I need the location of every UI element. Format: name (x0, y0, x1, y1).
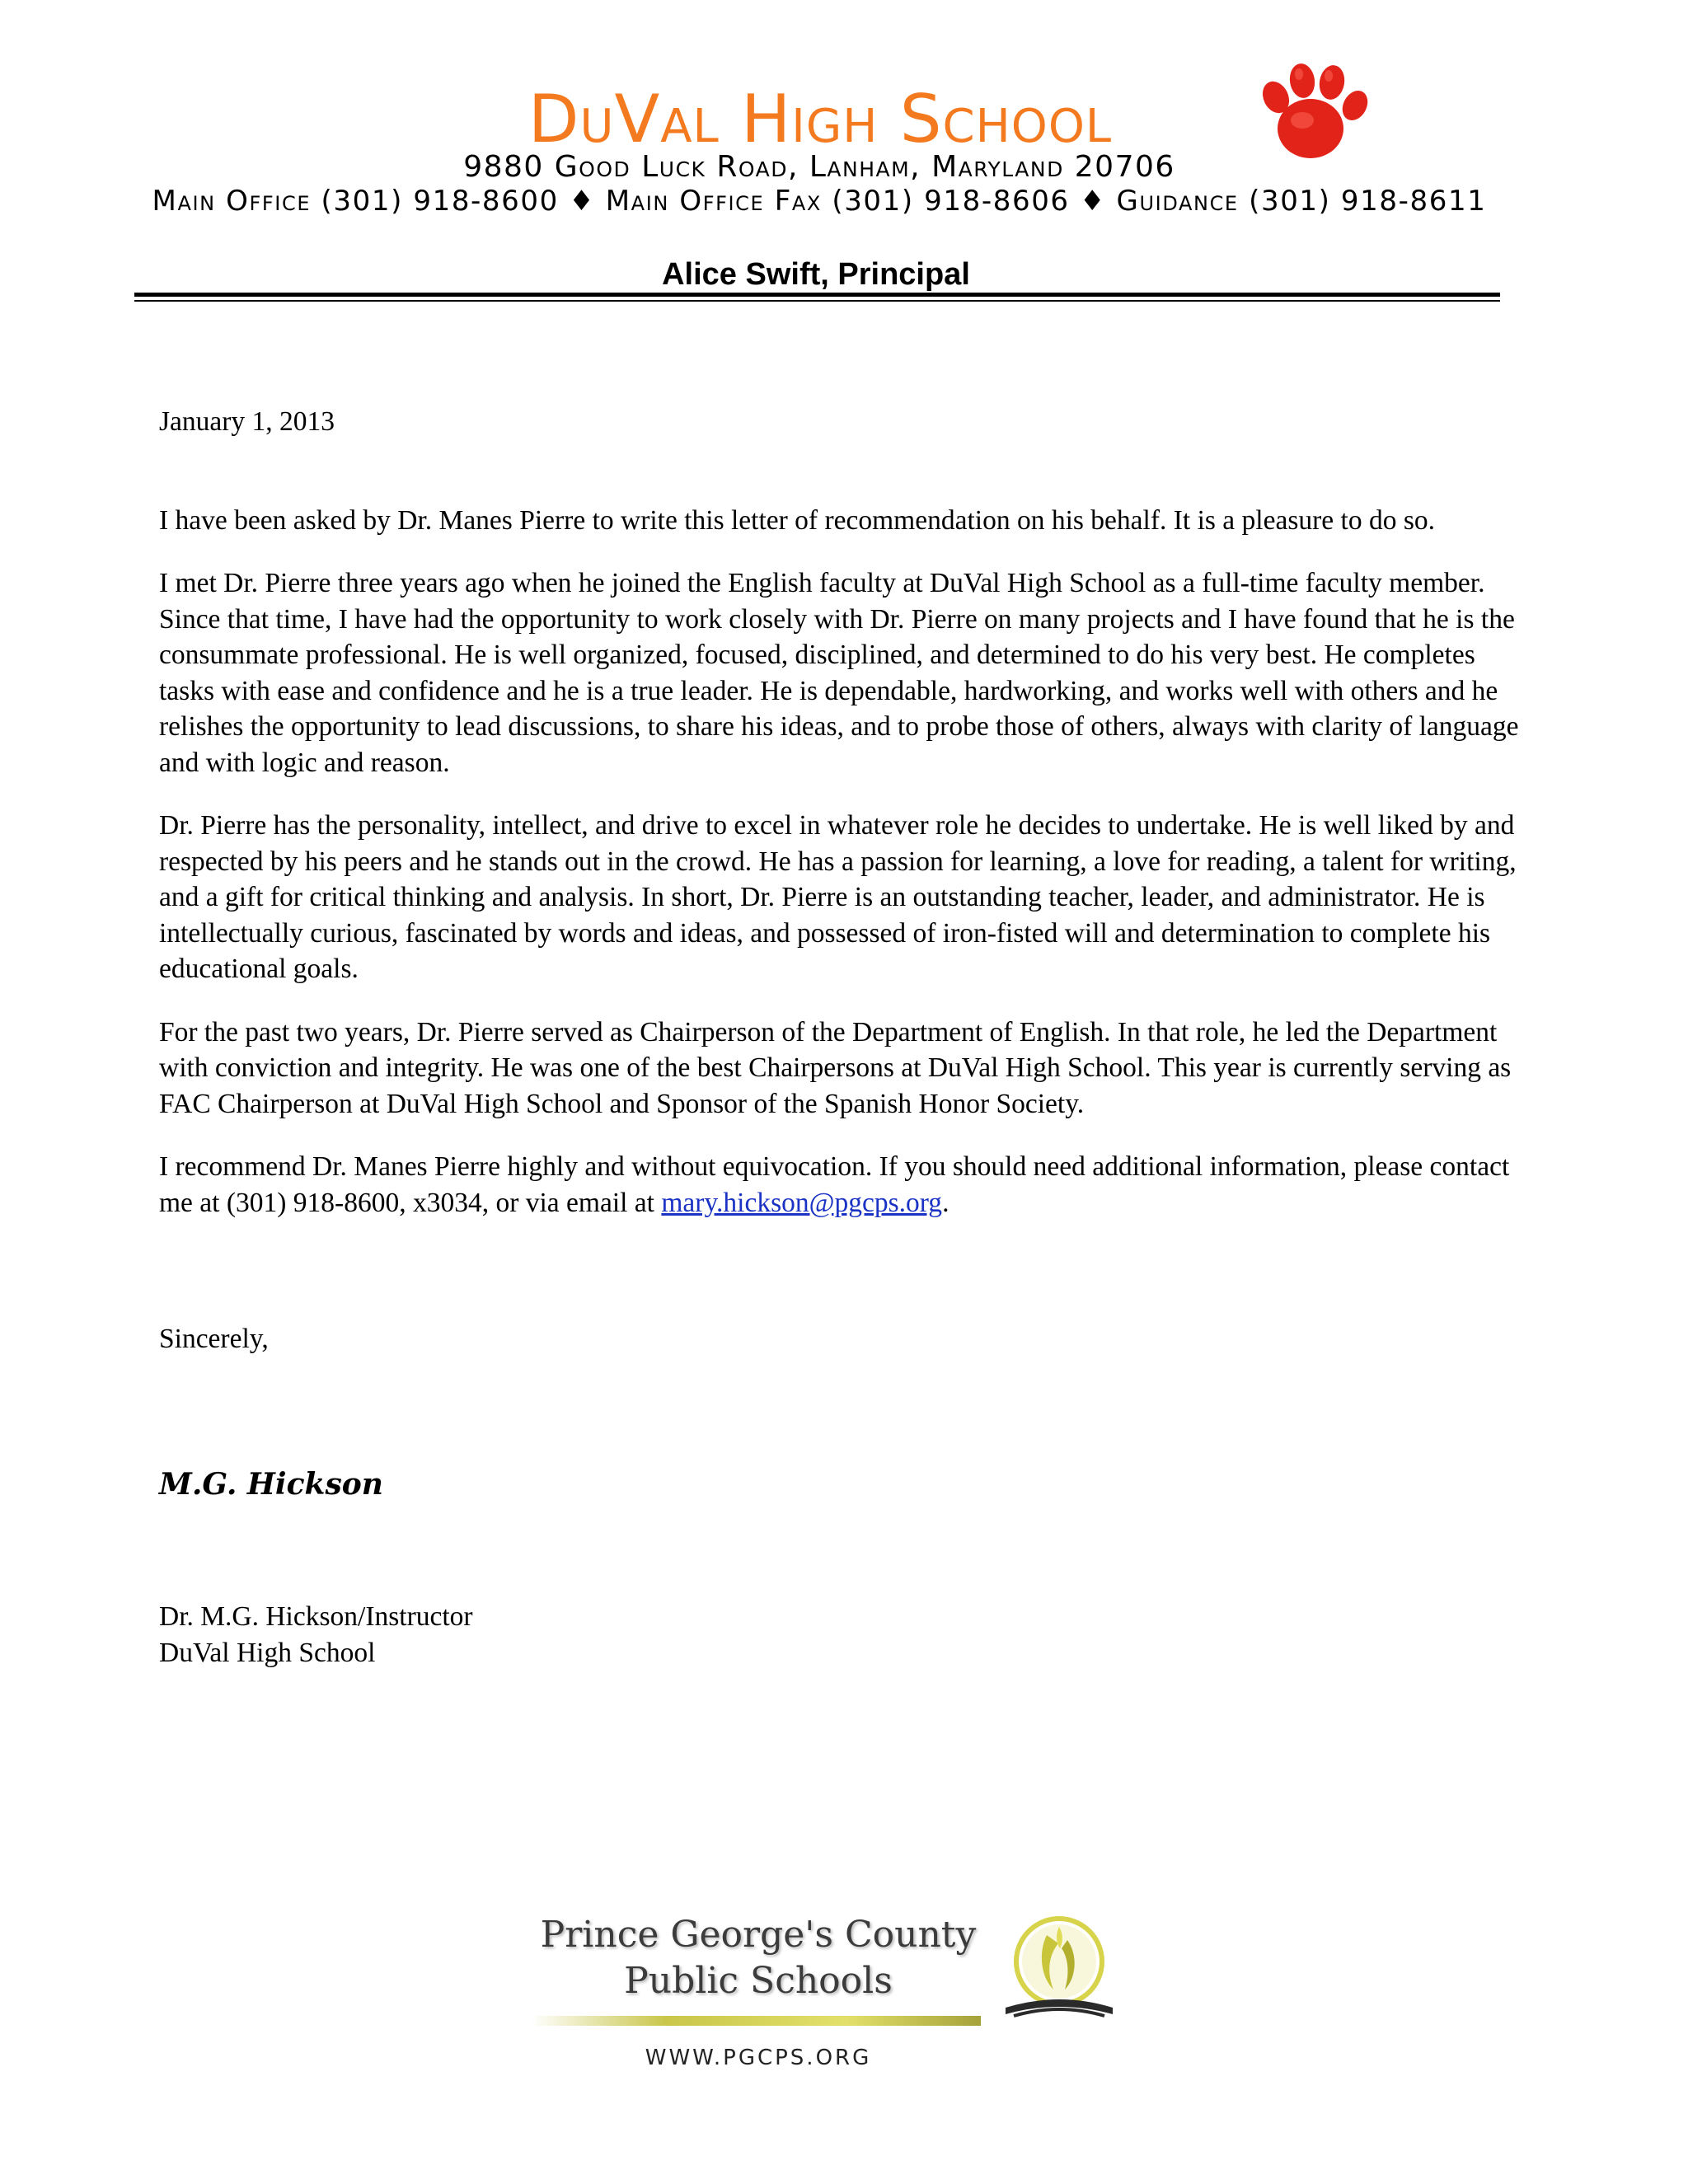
letter-paragraph: I have been asked by Dr. Manes Pierre to write this letter of recommendation on his behalf. It is a pleasure to do so. (159, 504, 1436, 536)
contact-text: I recommend Dr. Manes Pierre highly and without equivocation. If you should need additional information, please contact me at (301) 918-8600, x3034, or via email at (159, 1151, 1510, 1218)
letter-paragraph-contact (159, 1149, 1527, 1221)
letter-paragraph: Dr. Pierre has the personality, intellect, and drive to excel in whatever role he decides to undertake. He is well liked by and respected by his peers and he stands out in the crowd. He has a passion for learning, a love for reading, a talent for writing, and a gift for critical thinking and analysis. In short, Dr. Pierre is an outstanding teacher, leader, and administrator. He is intellectually curious, fascinated by words and ideas, and possessed of iron-fisted will and determination to complete his educational goals. (159, 810, 1517, 984)
pgcps-name-line-1: Prince George's County (540, 1914, 977, 1956)
principal-name: Alice Swift, Principal (662, 257, 970, 292)
pgcps-underline-bar (532, 2016, 981, 2026)
letter-date: January 1, 2013 (159, 406, 335, 437)
letter-paragraph: I met Dr. Pierre three years ago when he joined the English faculty at DuVal High School as a full-time faculty member. Since that time, I have had the opportunity to work closely with Dr. Pierre on many projects and I have found that he is the consummate professional. He is well organized, focused, disciplined, and determined to do his very best. He completes tasks with ease and confidence and he is a true leader. He is dependable, hardworking, and works well with others and he relishes the opportunity to lead discussions, to share his ideas, and to probe those of others, always with clarity of language and with logic and reason. (159, 568, 1519, 778)
pgcps-emblem-icon (989, 1910, 1129, 2034)
paw-print-icon (1253, 56, 1376, 163)
signer-title: Dr. M.G. Hickson/Instructor (159, 1601, 473, 1632)
email-link[interactable]: mary.hickson@pgcps.org (661, 1187, 943, 1218)
letter-paragraph: For the past two years, Dr. Pierre served as Chairperson of the Department of English. In that role, he led the Department with conviction and integrity. He was one of the best Chairpersons at DuVal High School. This year is currently serving as FAC Chairperson at DuVal High School and Sponsor of the Spanish Honor Society. (159, 1016, 1512, 1119)
school-contact-line: Main Office (301) 918-8600 ♦ Main Office Fax (301) 918-8606 ♦ Guidance (301) 918-8611 (152, 185, 1487, 218)
contact-period: . (942, 1187, 950, 1218)
signature: M.G. Hickson (159, 1467, 383, 1502)
signer-school: DuVal High School (159, 1638, 376, 1668)
pgcps-website: WWW.PGCPS.ORG (645, 2046, 872, 2070)
letter-body (159, 404, 1527, 1248)
school-address: 9880 Good Luck Road, Lanham, Maryland 20706 (463, 150, 1175, 184)
school-name: DuVal High School (528, 81, 1113, 157)
letter-closing: Sincerely, (159, 1324, 269, 1354)
header-divider-thin (134, 300, 1500, 302)
header-divider-thick (134, 293, 1500, 297)
pgcps-name-line-2: Public Schools (624, 1960, 893, 2002)
